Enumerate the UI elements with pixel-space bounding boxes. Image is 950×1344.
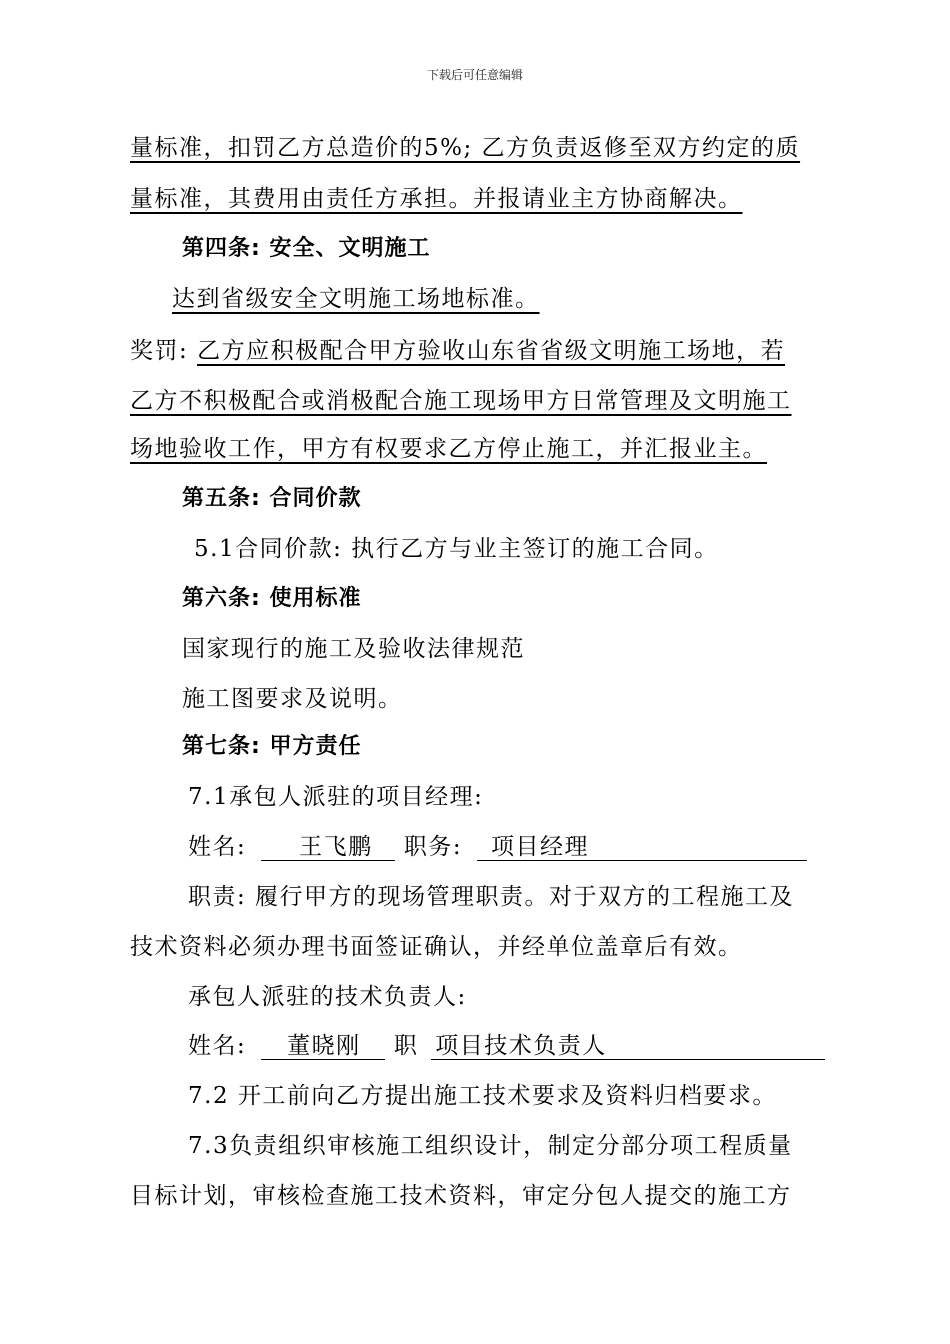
position-label: 职: [393, 1033, 419, 1059]
penalty-text: 乙方应积极配合甲方验收山东省省级文明施工场地，若: [197, 338, 786, 364]
text-line: [130, 336, 785, 366]
name-label: 姓名:: [188, 834, 247, 860]
text-line: 承包人派驻的技术负责人:: [188, 984, 467, 1010]
text-line: 量标准，扣罚乙方总造价的5%; 乙方负责返修至双方约定的质: [130, 135, 801, 161]
article-6-title: 第六条: 使用标准: [182, 586, 362, 611]
page-header: 下载后可任意编辑: [426, 68, 523, 82]
article-5-title: 第五条: 合同价款: [182, 486, 362, 511]
technical-lead-position: 项目技术负责人: [435, 1033, 607, 1059]
project-manager-name: 王飞鹏: [299, 834, 373, 860]
text-line: 达到省级安全文明施工场地标准。: [172, 286, 540, 312]
text-line: 技术资料必须办理书面签证确认，并经单位盖章后有效。: [130, 934, 743, 960]
text-line: 7.2 开工前向乙方提出施工技术要求及资料归档要求。: [188, 1083, 777, 1109]
text-line: 乙方不积极配合或消极配合施工现场甲方日常管理及文明施工: [130, 388, 792, 414]
text-line: 5.1合同价款: 执行乙方与业主签订的施工合同。: [194, 536, 719, 562]
text-line: 场地验收工作，甲方有权要求乙方停止施工，并汇报业主。: [130, 436, 767, 462]
position-label: 职务:: [403, 834, 463, 860]
project-manager-position: 项目经理: [490, 834, 589, 860]
text-line: 国家现行的施工及验收法律规范: [182, 636, 525, 662]
article-7-title: 第七条: 甲方责任: [182, 734, 362, 759]
text-line: 职责: 履行甲方的现场管理职责。对于双方的工程施工及: [188, 884, 795, 910]
text-line: 量标准，其费用由责任方承担。并报请业主方协商解决。: [130, 186, 743, 212]
technical-lead-line: [188, 1031, 825, 1061]
text-line: 目标计划，审核检查施工技术资料，审定分包人提交的施工方: [130, 1183, 792, 1209]
penalty-label: 奖罚:: [130, 338, 189, 364]
name-label: 姓名:: [188, 1033, 247, 1059]
text-line: 7.3负责组织审核施工组织设计，制定分部分项工程质量: [188, 1133, 793, 1159]
text-line: 7.1承包人派驻的项目经理:: [188, 784, 484, 810]
project-manager-line: [188, 832, 807, 862]
technical-lead-name: 董晓刚: [287, 1033, 361, 1059]
text-line: 施工图要求及说明。: [182, 686, 403, 712]
article-4-title: 第四条: 安全、文明施工: [182, 236, 431, 261]
